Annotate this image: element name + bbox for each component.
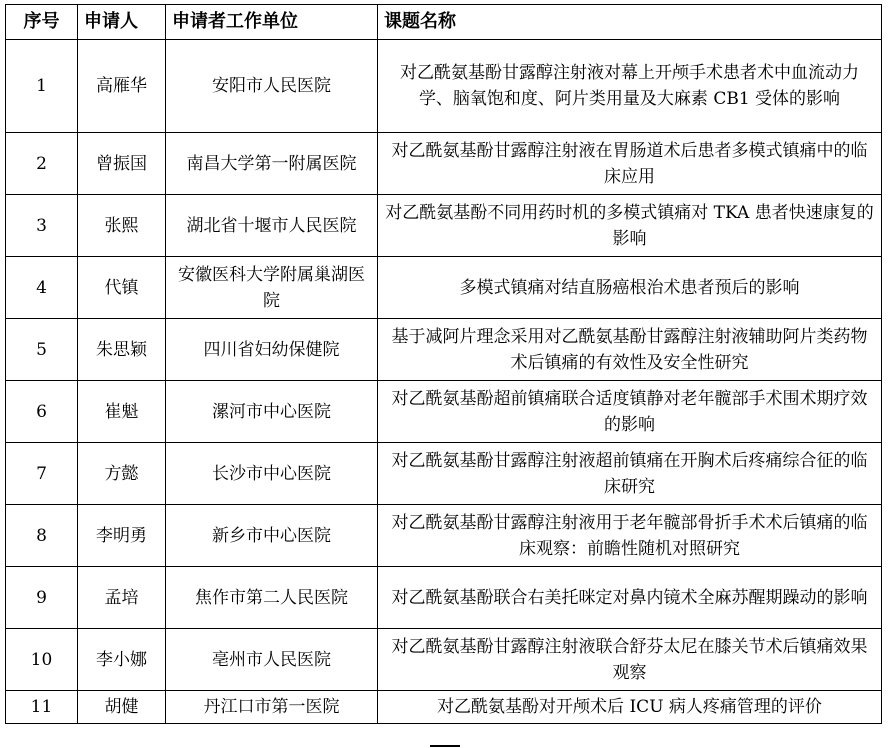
- table-row: [6, 443, 882, 505]
- row-unit: 四川省妇幼保健院: [166, 319, 378, 381]
- table-row: [6, 195, 882, 257]
- row-applicant: 李明勇: [78, 505, 166, 567]
- row-number: 11: [6, 691, 78, 724]
- row-unit: 新乡市中心医院: [166, 505, 378, 567]
- table-row: [6, 381, 882, 443]
- row-applicant: 代镇: [78, 257, 166, 319]
- row-title: 对乙酰氨基酚不同用药时机的多模式镇痛对 TKA 患者快速康复的影响: [378, 195, 882, 257]
- row-number: 7: [6, 443, 78, 505]
- table-header-row: [6, 5, 882, 40]
- table-row: [6, 629, 882, 691]
- table-row: [6, 567, 882, 629]
- table-row: [6, 505, 882, 567]
- row-number: 6: [6, 381, 78, 443]
- row-applicant: 高雁华: [78, 40, 166, 133]
- row-applicant: 李小娜: [78, 629, 166, 691]
- row-number: 2: [6, 133, 78, 195]
- row-number: 1: [6, 40, 78, 133]
- row-unit: 焦作市第二人民医院: [166, 567, 378, 629]
- row-title: 对乙酰氨基酚对开颅术后 ICU 病人疼痛管理的评价: [378, 691, 882, 724]
- header-title: 课题名称: [378, 5, 882, 40]
- row-unit: 南昌大学第一附属医院: [166, 133, 378, 195]
- header-applicant: 申请人: [78, 5, 166, 40]
- table-row: [6, 319, 882, 381]
- row-applicant: 胡健: [78, 691, 166, 724]
- row-unit: 湖北省十堰市人民医院: [166, 195, 378, 257]
- row-unit: 安阳市人民医院: [166, 40, 378, 133]
- row-applicant: 方懿: [78, 443, 166, 505]
- row-title: 对乙酰氨基酚甘露醇注射液用于老年髋部骨折手术术后镇痛的临床观察：前瞻性随机对照研究: [378, 505, 882, 567]
- table-row: [6, 257, 882, 319]
- row-number: 3: [6, 195, 78, 257]
- header-number: 序号: [6, 5, 78, 40]
- row-unit: 安徽医科大学附属巢湖医院: [166, 257, 378, 319]
- row-applicant: 曾振国: [78, 133, 166, 195]
- row-applicant: 张熙: [78, 195, 166, 257]
- row-applicant: 孟培: [78, 567, 166, 629]
- row-number: 4: [6, 257, 78, 319]
- table-row: [6, 133, 882, 195]
- row-number: 8: [6, 505, 78, 567]
- row-title: 多模式镇痛对结直肠癌根治术患者预后的影响: [378, 257, 882, 319]
- table-row: [6, 691, 882, 724]
- table-row: [6, 40, 882, 133]
- row-unit: 丹江口市第一医院: [166, 691, 378, 724]
- row-title: 对乙酰氨基酚联合右美托咪定对鼻内镜术全麻苏醒期躁动的影响: [378, 567, 882, 629]
- row-number: 9: [6, 567, 78, 629]
- row-title: 对乙酰氨基酚甘露醇注射液联合舒芬太尼在膝关节术后镇痛效果观察: [378, 629, 882, 691]
- row-unit: 长沙市中心医院: [166, 443, 378, 505]
- project-table: [5, 4, 882, 724]
- row-applicant: 朱思颖: [78, 319, 166, 381]
- row-unit: 漯河市中心医院: [166, 381, 378, 443]
- row-title: 对乙酰氨基酚超前镇痛联合适度镇静对老年髋部手术围术期疗效的影响: [378, 381, 882, 443]
- row-title: 对乙酰氨基酚甘露醇注射液在胃肠道术后患者多模式镇痛中的临床应用: [378, 133, 882, 195]
- row-number: 5: [6, 319, 78, 381]
- row-applicant: 崔魁: [78, 381, 166, 443]
- row-title: 对乙酰氨基酚甘露醇注射液超前镇痛在开胸术后疼痛综合征的临床研究: [378, 443, 882, 505]
- header-unit: 申请者工作单位: [166, 5, 378, 40]
- row-title: 对乙酰氨基酚甘露醇注射液对幕上开颅手术患者术中血流动力学、脑氧饱和度、阿片类用量及大麻素 CB1 受体的影响: [378, 40, 882, 133]
- row-number: 10: [6, 629, 78, 691]
- bottom-rule: [430, 745, 460, 747]
- row-title: 基于减阿片理念采用对乙酰氨基酚甘露醇注射液辅助阿片类药物术后镇痛的有效性及安全性研究: [378, 319, 882, 381]
- row-unit: 亳州市人民医院: [166, 629, 378, 691]
